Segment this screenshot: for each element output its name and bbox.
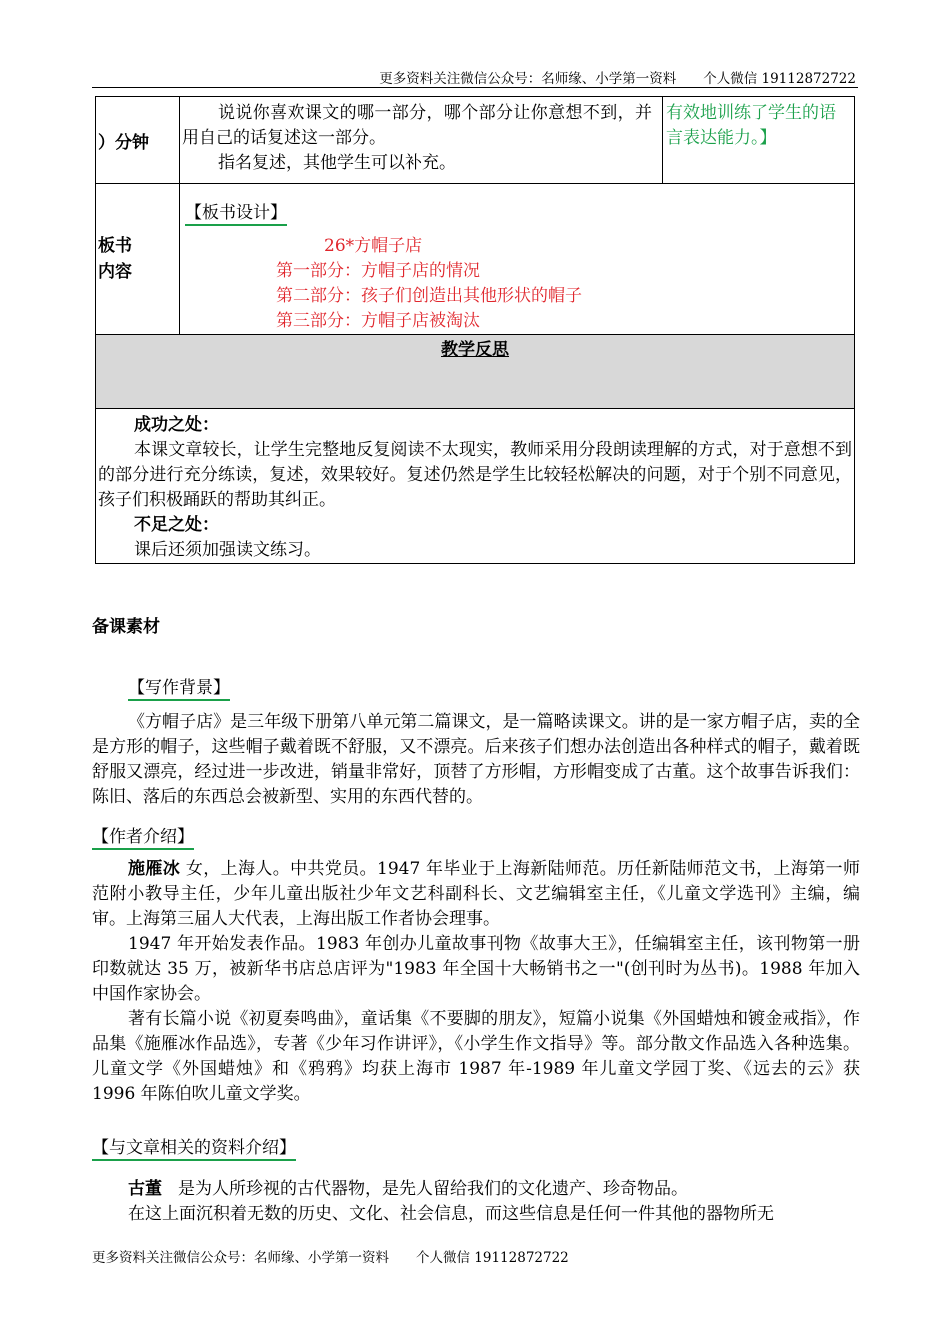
related-heading: 【与文章相关的资料介绍】: [92, 1133, 296, 1161]
activity-text-2: 指名复述，其他学生可以补充。: [218, 153, 456, 173]
author-works-intro: 1947 年开始发表作品。1983 年创办儿童故事刊物《故事大王》，任编辑室主任，该刊物第一册印数就达 35 万，被新华书店总店评为"1983 年全国十大畅销书之一"(创刊时为丛书)。1988 年加入中国作家协会。: [92, 934, 860, 1004]
term-paragraph: 在这上面沉积着无数的历史、文化、社会信息，而这些信息是任何一件其他的器物所无: [128, 1204, 774, 1224]
activity-row: [96, 97, 855, 184]
page-header: [92, 63, 858, 88]
board-label-2: 内容: [98, 262, 132, 282]
author-heading: 【作者介绍】: [92, 822, 194, 850]
success-label: 成功之处：: [134, 415, 219, 435]
board-part-1: 第一部分：方帽子店的情况: [276, 261, 480, 281]
author-name: 施雁冰: [128, 859, 181, 879]
page-footer: [92, 1246, 569, 1266]
term-name: 古董: [128, 1179, 162, 1199]
term-definition: 是为人所珍视的古代器物，是先人留给我们的文化遗产、珍奇物品。: [178, 1179, 688, 1199]
reflection-header-row: [96, 335, 855, 409]
author-section: [92, 822, 860, 1107]
success-text: 本课文章较长，让学生完整地反复阅读不太现实，教师采用分段朗读理解的方式，对于意想不到的部分进行充分练读，复述，效果较好。复述仍然是学生比较轻松解决的问题，对于个别不同意见，孩子们积极踊跃的帮助其纠正。: [98, 440, 852, 510]
reflection-row: [96, 409, 855, 564]
board-label-1: 板书: [98, 236, 132, 256]
board-design-heading: 【板书设计】: [185, 198, 287, 226]
author-works-list: 著有长篇小说《初夏奏鸣曲》，童话集《不要脚的朋友》，短篇小说集《外国蜡烛和镀金戒指》，作品集《施雁冰作品选》，专著《少年习作讲评》，《小学生作文指导》等。部分散文作品选入各种选集。儿童文学《外国蜡烛》和《鸦鸦》均获上海市 1987 年-1989 年儿童文学园丁奖、《远去的云》获 1996 年陈伯吹儿童文学奖。: [92, 1009, 860, 1104]
background-text: 《方帽子店》是三年级下册第八单元第二篇课文，是一篇略读课文。讲的是一家方帽子店，卖的全是方形的帽子，这些帽子戴着既不舒服，又不漂亮。后来孩子们想办法创造出各种样式的帽子，戴着既舒服又漂亮，经过进一步改进，销量非常好，顶替了方形帽，方形帽变成了古董。这个故事告诉我们：陈旧、落后的东西总会被新型、实用的东西代替的。: [92, 712, 860, 807]
reflection-title: 教学反思: [441, 340, 509, 360]
activity-text: 说说你喜欢课文的哪一部分，哪个部分让你意想不到，并用自己的话复述这一部分。: [182, 103, 652, 148]
author-bio: 女，上海人。中共党员。1947 年毕业于上海新陆师范。历任新陆师范文书，上海第一师范附小教导主任，少年儿童出版社少年文艺科副科长、文艺编辑室主任，《儿童文学选刊》主编，编审。上海第三届人大代表，上海出版工作者协会理事。: [92, 859, 861, 929]
board-row: [96, 184, 855, 335]
lack-text: 课后还须加强读文练习。: [134, 540, 321, 560]
related-section: [92, 1133, 860, 1227]
lack-label: 不足之处：: [134, 515, 219, 535]
lesson-table: [95, 96, 855, 564]
board-part-2: 第二部分：孩子们创造出其他形状的帽子: [276, 286, 582, 306]
footer-text: 更多资料关注微信公众号：名师缘、小学第一资料 个人微信 19112872722: [92, 1250, 569, 1266]
material-title: 备课素材: [92, 617, 160, 637]
material-title-block: [92, 612, 860, 637]
board-title: 26*方帽子店: [324, 236, 423, 256]
time-label: ）分钟: [98, 132, 149, 153]
board-part-3: 第三部分：方帽子店被淘汰: [276, 311, 480, 331]
activity-note: 有效地训练了学生的语言表达能力。】: [666, 103, 836, 148]
header-text: 更多资料关注微信公众号：名师缘、小学第一资料 个人微信 19112872722: [379, 71, 856, 87]
background-section: [92, 673, 860, 810]
background-heading: 【写作背景】: [128, 673, 230, 701]
